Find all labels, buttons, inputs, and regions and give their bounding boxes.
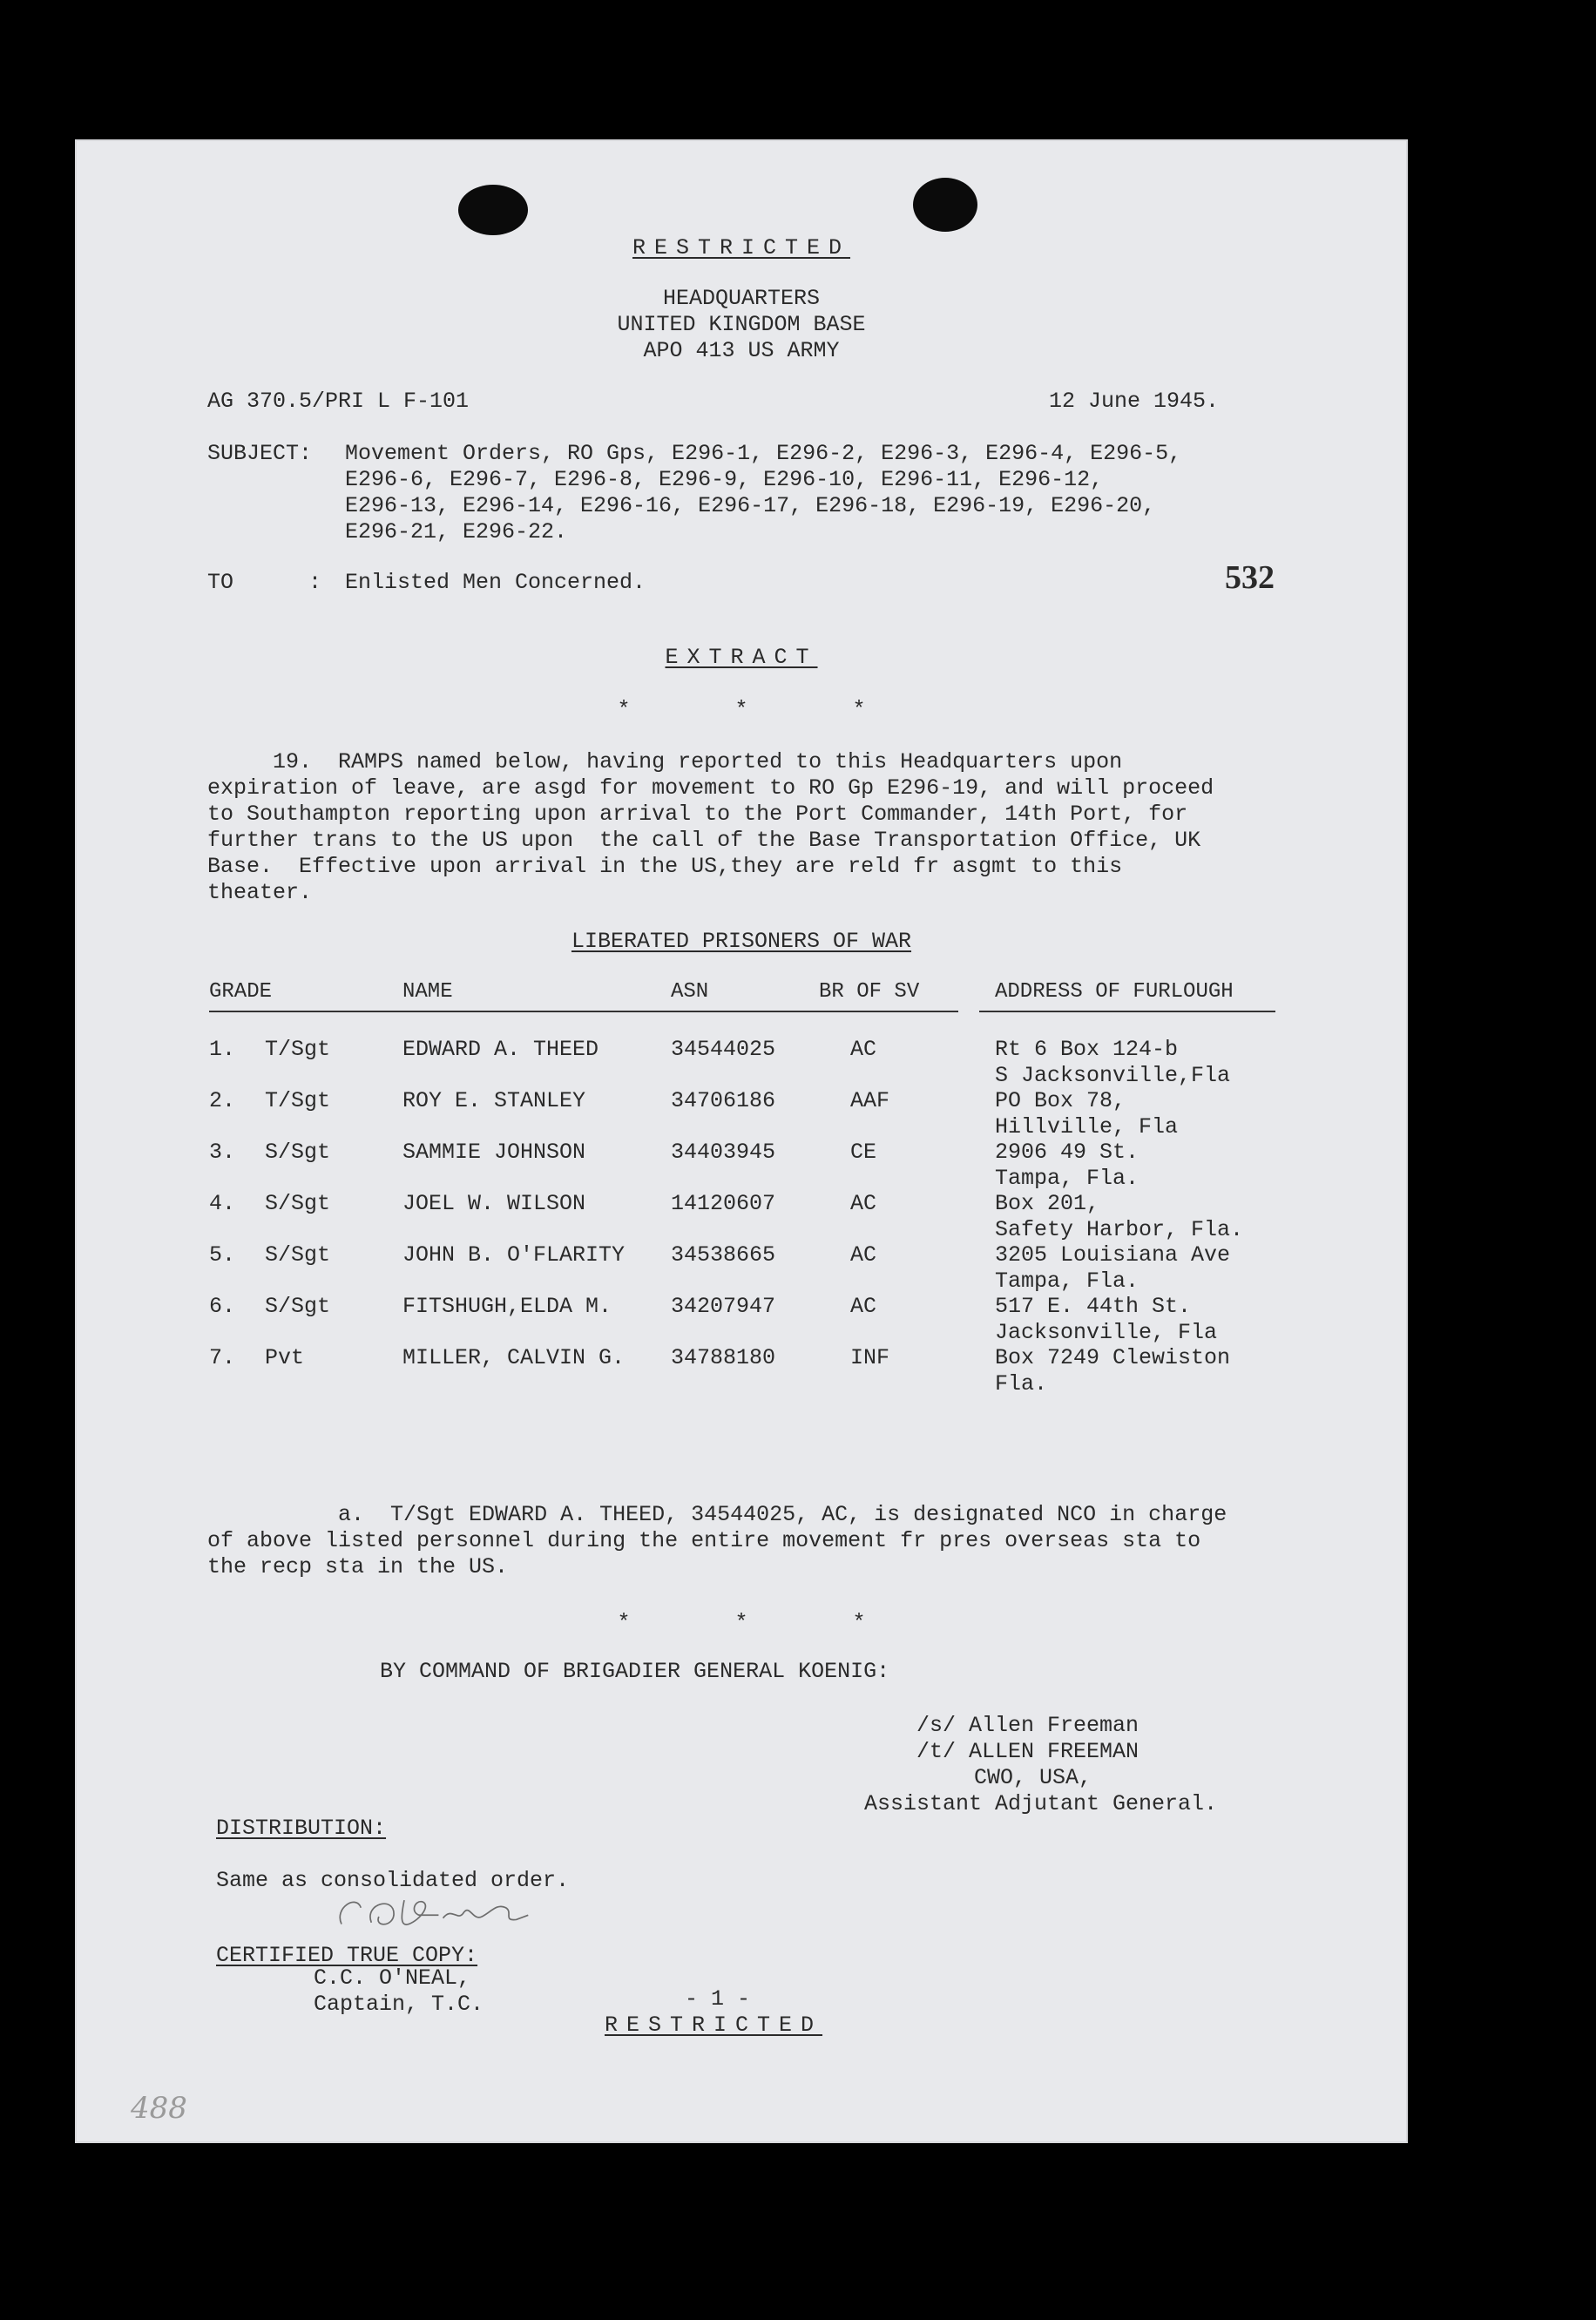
header-asn: ASN xyxy=(671,980,709,1004)
row-number: 2. xyxy=(209,1088,236,1113)
row-address-line2: Fla. xyxy=(995,1371,1048,1397)
row-name: MILLER, CALVIN G. xyxy=(402,1345,626,1370)
row-number: 1. xyxy=(209,1037,236,1062)
distribution-value: Same as consolidated order. xyxy=(216,1868,570,1893)
document-page xyxy=(75,139,1408,2143)
header-address: ADDRESS OF FURLOUGH xyxy=(995,980,1234,1004)
handwritten-signature xyxy=(307,1885,585,1938)
row-address-line2: Tampa, Fla. xyxy=(995,1268,1140,1294)
header-name: NAME xyxy=(402,980,453,1004)
row-address-line1: 2906 49 St. xyxy=(995,1140,1140,1165)
table-row xyxy=(209,1294,1359,1346)
row-branch: INF xyxy=(850,1345,890,1370)
row-asn: 34544025 xyxy=(671,1037,776,1062)
row-number: 5. xyxy=(209,1242,236,1268)
table-row xyxy=(209,1345,1359,1397)
row-name: EDWARD A. THEED xyxy=(402,1037,599,1062)
row-branch: CE xyxy=(850,1140,877,1165)
row-address-line1: PO Box 78, xyxy=(995,1088,1126,1113)
row-grade: T/Sgt xyxy=(265,1037,331,1062)
subject-line: Movement Orders, RO Gps, E296-1, E296-2, E296-3, E296-4, E296-5, xyxy=(345,441,1182,466)
punch-hole-left xyxy=(458,185,528,235)
row-address-line1: 3205 Louisiana Ave xyxy=(995,1242,1231,1268)
row-address-line2: Hillville, Fla xyxy=(995,1114,1179,1140)
hq-line-1: HEADQUARTERS xyxy=(662,286,821,311)
note-a: a. T/Sgt EDWARD A. THEED, 34544025, AC, is designated NCO in charge of above listed personnel during the entire movement fr pres overseas sta to the recp sta in the US. xyxy=(207,1502,1227,1579)
row-address-line2: Safety Harbor, Fla. xyxy=(995,1217,1244,1242)
row-name: ROY E. STANLEY xyxy=(402,1088,586,1113)
section-break-stars: * * * xyxy=(617,697,866,722)
row-grade: S/Sgt xyxy=(265,1242,331,1268)
row-asn: 14120607 xyxy=(671,1191,776,1216)
distribution-label: DISTRIBUTION: xyxy=(216,1816,387,1841)
row-address-line1: Box 7249 Clewiston xyxy=(995,1345,1231,1370)
section-title: LIBERATED PRISONERS OF WAR xyxy=(571,929,912,954)
reference-number: AG 370.5/PRI L F-101 xyxy=(207,389,470,414)
header-rule-left xyxy=(209,1011,958,1012)
row-branch: AAF xyxy=(850,1088,890,1113)
subject-line: E296-21, E296-22. xyxy=(345,519,568,544)
subject-line: E296-13, E296-14, E296-16, E296-17, E296-18, E296-19, E296-20, xyxy=(345,493,1156,518)
signature-line-t: /t/ ALLEN FREEMAN xyxy=(916,1739,1140,1764)
pencil-annotation: 488 xyxy=(131,2091,187,2126)
row-grade: S/Sgt xyxy=(265,1140,331,1165)
restricted-footer: RESTRICTED xyxy=(605,2012,823,2038)
row-asn: 34538665 xyxy=(671,1242,776,1268)
row-branch: AC xyxy=(850,1037,877,1062)
row-name: SAMMIE JOHNSON xyxy=(402,1140,586,1165)
row-grade: T/Sgt xyxy=(265,1088,331,1113)
footer-page-number: - 1 - xyxy=(685,1986,751,2012)
row-address-line1: 517 E. 44th St. xyxy=(995,1294,1192,1319)
row-address-line2: Jacksonville, Fla xyxy=(995,1320,1218,1345)
certified-label: CERTIFIED TRUE COPY: xyxy=(216,1943,478,1968)
row-grade: Pvt xyxy=(265,1345,305,1370)
row-address-line2: S Jacksonville,Fla xyxy=(995,1063,1231,1088)
to-label: TO xyxy=(207,570,234,595)
table-row xyxy=(209,1140,1359,1192)
row-asn: 34788180 xyxy=(671,1345,776,1370)
restricted-header: RESTRICTED xyxy=(632,235,851,260)
row-number: 3. xyxy=(209,1140,236,1165)
signature-rank: CWO, USA, xyxy=(974,1765,1092,1790)
subject-line: E296-6, E296-7, E296-8, E296-9, E296-10, E296-11, E296-12, xyxy=(345,467,1104,492)
row-grade: S/Sgt xyxy=(265,1294,331,1319)
row-number: 7. xyxy=(209,1345,236,1370)
header-grade: GRADE xyxy=(209,980,273,1004)
hq-line-2: UNITED KINGDOM BASE xyxy=(617,312,866,337)
punch-hole-right xyxy=(913,178,977,232)
extract-title: EXTRACT xyxy=(665,645,818,670)
table-row xyxy=(209,1191,1359,1243)
row-name: JOHN B. O'FLARITY xyxy=(402,1242,626,1268)
page-number-stamp: 532 xyxy=(1225,559,1275,596)
row-branch: AC xyxy=(850,1294,877,1319)
signature-line-s: /s/ Allen Freeman xyxy=(916,1713,1140,1738)
signature-title: Assistant Adjutant General. xyxy=(864,1791,1218,1816)
certifier-name: C.C. O'NEAL, xyxy=(314,1965,471,1991)
row-name: FITSHUGH,ELDA M. xyxy=(402,1294,612,1319)
to-value: Enlisted Men Concerned. xyxy=(345,570,646,595)
to-colon: : xyxy=(308,570,322,595)
row-address-line1: Rt 6 Box 124-b xyxy=(995,1037,1179,1062)
row-branch: AC xyxy=(850,1191,877,1216)
row-address-line1: Box 201, xyxy=(995,1191,1100,1216)
table-row xyxy=(209,1088,1359,1140)
row-asn: 34403945 xyxy=(671,1140,776,1165)
header-rule-right xyxy=(979,1011,1275,1012)
command-line: BY COMMAND OF BRIGADIER GENERAL KOENIG: xyxy=(380,1659,890,1684)
paragraph-19: 19. RAMPS named below, having reported to this Headquarters upon expiration of leave, are asgd for movement to RO Gp E296-19, and will proceed to Southampton reporting upon arrival to the Port Commander, 14th Port, for further trans to the US upon the call of the Base Transportation Office, UK Base. Effective upon arrival in the US,they are reld fr asgmt to this theater. xyxy=(207,749,1214,905)
row-number: 6. xyxy=(209,1294,236,1319)
personnel-table xyxy=(209,979,1359,1502)
document-date: 12 June 1945. xyxy=(1049,389,1220,414)
row-name: JOEL W. WILSON xyxy=(402,1191,586,1216)
row-address-line2: Tampa, Fla. xyxy=(995,1166,1140,1191)
table-row xyxy=(209,1037,1359,1089)
header-branch: BR OF SV xyxy=(819,980,920,1004)
subject-label: SUBJECT: xyxy=(207,441,313,466)
row-grade: S/Sgt xyxy=(265,1191,331,1216)
table-row xyxy=(209,1242,1359,1295)
hq-line-3: APO 413 US ARMY xyxy=(643,338,840,363)
section-break-stars: * * * xyxy=(617,1610,866,1635)
row-number: 4. xyxy=(209,1191,236,1216)
row-asn: 34706186 xyxy=(671,1088,776,1113)
row-branch: AC xyxy=(850,1242,877,1268)
row-asn: 34207947 xyxy=(671,1294,776,1319)
certifier-rank: Captain, T.C. xyxy=(314,1992,484,2017)
